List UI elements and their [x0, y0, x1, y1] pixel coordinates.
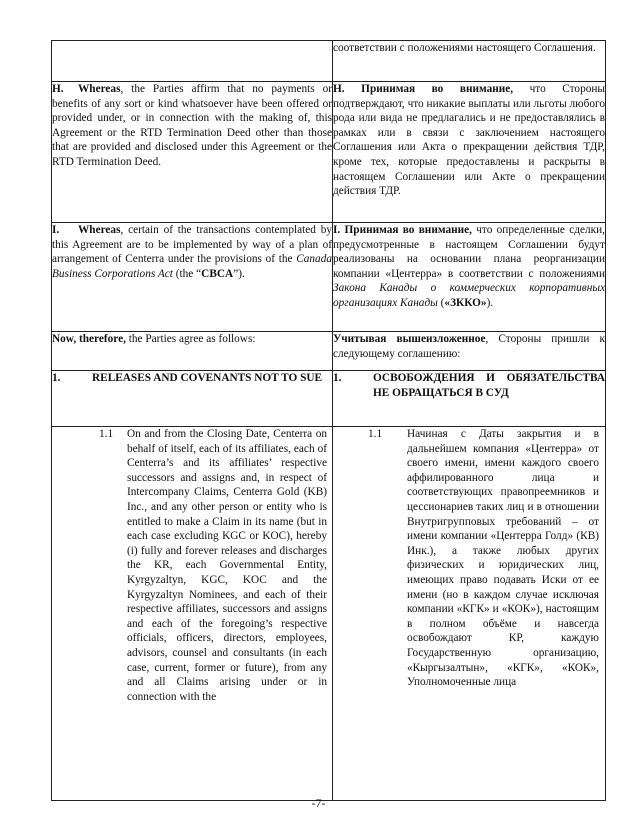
- recital-keyword: Принимая во внимание,: [361, 83, 514, 95]
- recital-keyword: Принимая во внимание,: [344, 224, 472, 236]
- russian-cell: [333, 371, 606, 427]
- section-heading: [52, 371, 332, 386]
- recital-text: ).: [486, 296, 494, 309]
- russian-text: соответствии с положениями настоящего Соглашения.: [333, 42, 596, 54]
- table-row: [52, 41, 606, 82]
- defined-term: CBCA: [201, 267, 234, 280]
- recital-keyword: Whereas: [78, 83, 121, 95]
- russian-cell: [333, 41, 606, 82]
- section-title: RELEASES AND COVENANTS NOT TO SUE: [92, 372, 323, 384]
- table-row: [52, 332, 606, 371]
- recital-text: ”).: [233, 267, 245, 280]
- recital-text: , the Parties affirm that no payments or benefits of any sort or kind whatsoever have been offered or provided under, or in connection with the making of, this Agreement or the RTD Termination Deed other than those that are provided and disclosed under this Agreement or the RTD Termination Deed.: [52, 83, 332, 168]
- table-row: [52, 82, 606, 223]
- section-title: ОСВОБОЖДЕНИЯ И ОБЯЗАТЕЛЬСТВА НЕ ОБРАЩАТЬСЯ В СУД: [373, 372, 605, 399]
- russian-cell: [333, 223, 606, 332]
- statute-name: Закона Канады о коммерческих корпоративных организациях Канады: [333, 282, 605, 309]
- table-row: [52, 223, 606, 332]
- recital-text: что определенные сделки, предусмотренные в настоящем Соглашении будут реализованы на основании плана реорганизации компании «Центерра» в соответствии с положениями: [333, 224, 605, 280]
- recital-text: (: [437, 296, 445, 309]
- recital-label: I.: [52, 224, 60, 236]
- clause-number: 1.1: [99, 428, 114, 440]
- statute-name: Canada Business Corporations Act: [52, 253, 332, 280]
- russian-cell: [333, 82, 606, 223]
- operative-text: the Parties agree as follows:: [125, 333, 256, 345]
- clause-text: On and from the Closing Date, Centerra on behalf of itself, each of its affiliates, each of Centerra’s and its affiliates’ respective successors and assigns and, in respect of Intercompany Claims, Centerra Gold (KB) Inc., and any other person or entity who is entitled to make a Claim in its name (but in each case excluding KGC or KOC), hereby (i) fully and forever releases and discharges the KR, each Governmental Entity, Kyrgyzaltyn, KGC, KOC and the Kyrgyzaltyn Nominees, and each of their respective affiliates, successors and assigns and each of the foregoing’s respective officials, officers, directors, employees, advisors, counsel and consultants (in each case, current, former or future), from any and all Claims arising under or in connection with the: [127, 428, 327, 703]
- clause-text: Начиная с Даты закрытия и в дальнейшем компания «Центерра» от своего имени, имени каждого своего аффилированного лица и соответствующих правопреемников и цессионариев таких лиц и в отношении Внутригрупповых требований – от имени компании «Центерра Голд» (КВ) Инк.), а также любых других физических и юридических лиц, имеющих право подавать Иски от ее имени (но в каждом случае исключая компании «КГК» и «КОК»), настоящим в полном объёме и навсегда освобождают КР, каждую Государственную организацию, «Кыргызалтын», «КГК», «КОК», Уполномоченные лица: [407, 428, 599, 689]
- page-number: -7-: [311, 796, 326, 810]
- recital-text: что Стороны подтверждают, что никакие выплаты или льготы любого рода или вида не предлагались и не предоставлялись в рамках или в связи с заключением настоящего Соглашения или Акта о прекращении действия ТДР, кроме тех, которые предоставлены и раскрыты в настоящем Соглашении или Акте о прекращении действия ТДР.: [333, 83, 606, 198]
- table-row: [52, 371, 606, 427]
- section-heading: [333, 371, 605, 400]
- section-number: 1.: [52, 372, 61, 384]
- operative-keyword: Учитывая вышеизложенное: [333, 333, 486, 345]
- table-row: [52, 427, 606, 801]
- clause-number: 1.1: [368, 428, 383, 440]
- clause-1-1: [99, 427, 327, 704]
- recital-keyword: Whereas: [78, 224, 121, 236]
- clause-1-1: [368, 427, 599, 690]
- english-cell: [52, 82, 333, 223]
- bilingual-agreement-table: [51, 40, 606, 801]
- section-number: 1.: [333, 372, 342, 384]
- english-cell: [52, 41, 333, 82]
- english-cell: [52, 223, 333, 332]
- russian-cell: [333, 427, 606, 801]
- recital-text: (the “: [172, 267, 202, 280]
- english-cell: [52, 371, 333, 427]
- english-cell: [52, 427, 333, 801]
- recital-label: H.: [52, 83, 64, 95]
- recital-label: H.: [333, 83, 345, 95]
- recital-label: I.: [333, 224, 341, 236]
- operative-keyword: Now, therefore,: [52, 333, 126, 345]
- defined-term: «ЗККО»: [444, 296, 487, 309]
- operative-text: , Стороны пришли к следующему соглашению:: [333, 333, 605, 360]
- english-cell: [52, 332, 333, 371]
- recital-text: , certain of the transactions contemplated by this Agreement are to be implemented by way of a plan of arrangement of Centerra under the provisions of the: [52, 224, 332, 266]
- russian-cell: [333, 332, 606, 371]
